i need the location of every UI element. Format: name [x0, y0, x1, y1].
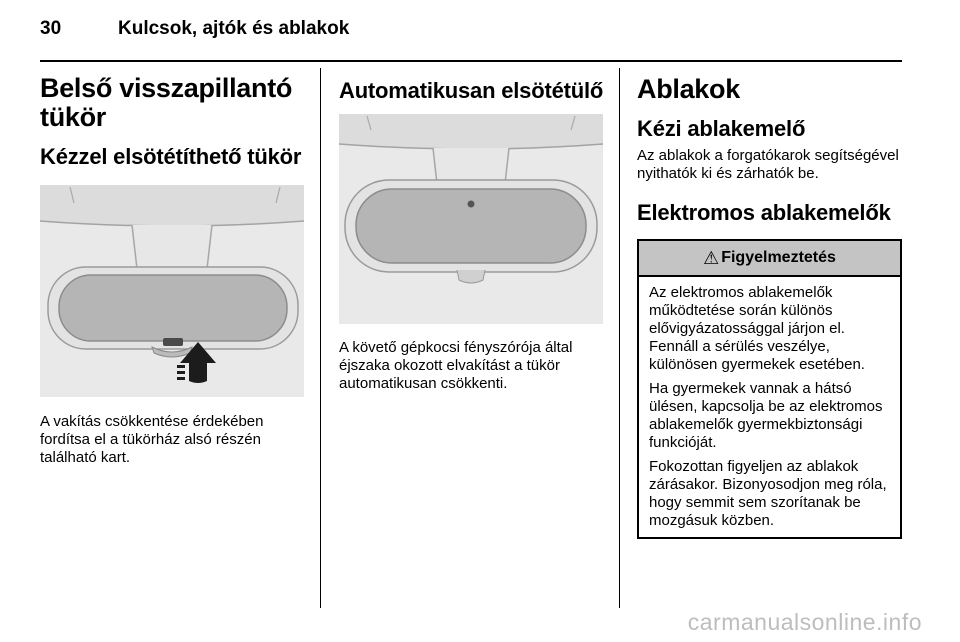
- column-divider-1: [320, 68, 321, 608]
- warning-paragraph: Ha gyermekek vannak a hátsó ülésen, kapcsolja be az elektromos ablakemelők gyermekbiztonsági funkcióját.: [649, 380, 883, 451]
- section-title-auto-dimming: Automatikusan elsötétülő: [339, 78, 604, 103]
- auto-mirror-caption: A követő gépkocsi fényszórója által éjszaka okozott elvakítást a tükör automatikusan csökkenti.: [339, 339, 573, 392]
- column-1: [40, 74, 305, 467]
- warning-title: Figyelmeztetés: [721, 249, 836, 266]
- subsection-title-manual: Kézzel elsötétíthető tükör: [40, 144, 302, 169]
- warning-box: [637, 239, 902, 539]
- page-number: 30: [40, 18, 62, 39]
- column-2: [339, 74, 604, 393]
- subsection-title-manual-windows: Kézi ablakemelő: [637, 116, 806, 141]
- auto-mirror-illustration: [339, 114, 603, 324]
- watermark: carmanualsonline.info: [687, 609, 922, 635]
- manual-mirror-illustration: [40, 185, 304, 397]
- auto-mirror-icon: [339, 114, 603, 324]
- warning-triangle-icon: ⚠: [703, 247, 720, 268]
- manual-mirror-caption: A vakítás csökkentése érdekében fordítsa el a tükörház alsó részén található kart.: [40, 413, 264, 466]
- section-title-mirror: Belső visszapillantó tükör: [40, 73, 293, 132]
- subsection-title-power-windows: Elektromos ablakemelők: [637, 200, 891, 225]
- section-title-windows: Ablakok: [637, 74, 740, 104]
- column-3: [637, 74, 902, 539]
- header-rule: [40, 60, 902, 62]
- column-divider-2: [619, 68, 620, 608]
- chapter-title: Kulcsok, ajtók és ablakok: [118, 18, 350, 39]
- warning-body: [639, 277, 900, 537]
- manual-windows-text: Az ablakok a forgatókarok segítségével nyithatók ki és zárhatók be.: [637, 147, 899, 182]
- manual-mirror-icon: [40, 185, 304, 397]
- warning-paragraph: Az elektromos ablakemelők működtetése során különös elővigyázatossággal járjon el. Fennáll a sérülés veszélye, különösen gyermekek esetében.: [649, 284, 865, 373]
- warning-header: [639, 241, 900, 277]
- warning-paragraph: Fokozottan figyeljen az ablakok zárásakor. Bizonyosodjon meg róla, hogy semmit sem szorítanak be mozgásuk közben.: [649, 458, 887, 529]
